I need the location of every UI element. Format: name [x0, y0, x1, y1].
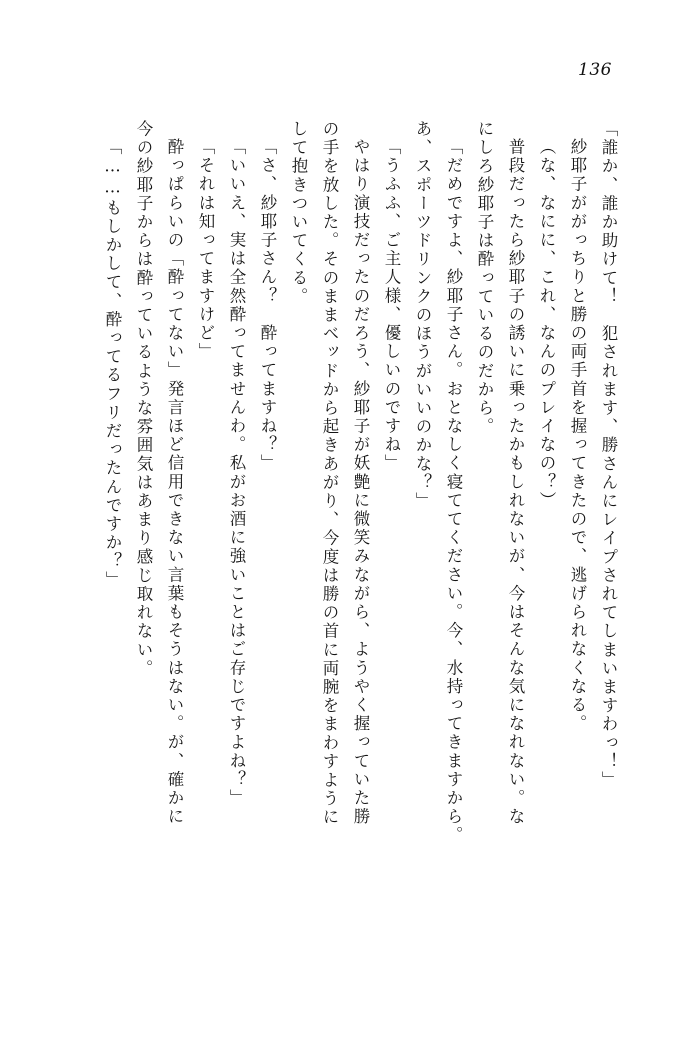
- vertical-text-body: [72, 120, 616, 990]
- text-line: やはり演技だったのだろう、紗耶子が妖艶に微笑みながら、ようやく握っていた勝: [351, 138, 370, 827]
- text-line: して抱きついてくる。: [289, 120, 308, 306]
- text-line: 「……もしかして、酔ってるフリだったんですか？」: [103, 138, 122, 590]
- text-line: の手を放した。そのままベッドから起きあがり、今度は勝の首に両腕をまわすように: [320, 120, 339, 827]
- text-line: 今の紗耶子からは酔っているような雰囲気はあまり感じ取れない。: [134, 120, 153, 678]
- text-line: 普段だったら紗耶子の誘いに乗ったかもしれないが、今はそんな気になれない。な: [506, 138, 525, 827]
- text-line: 「いいえ、実は全然酔ってませんわ。私がお酒に強いことはご存じですよね？」: [227, 138, 246, 808]
- text-line: 「誰か、誰か助けて！ 犯されます、勝さんにレイプされてしまいますわっ！」: [599, 120, 618, 790]
- text-line: （な、なにに、これ、なんのプレイなの？）: [537, 138, 556, 510]
- page-number: 136: [578, 60, 612, 80]
- text-line: 紗耶子ががっちりと勝の両手首を握ってきたので、逃げられなくなる。: [568, 138, 587, 734]
- text-line: 「それは知ってますけど」: [196, 138, 215, 362]
- text-line: にしろ紗耶子は酔っているのだから。: [475, 120, 494, 437]
- text-line: 「うふふ、ご主人様、優しいのですね」: [382, 138, 401, 473]
- text-line: 「だめですよ、紗耶子さん。おとなしく寝ててください。今、水持ってきますから。: [444, 138, 463, 845]
- text-line: あ、スポーツドリンクのほうがいいのかな？」: [413, 120, 432, 511]
- text-line: 「さ、紗耶子さん？ 酔ってますね？」: [258, 138, 277, 473]
- text-line: 酔っぱらいの「酔ってない」発言ほど信用できない言葉もそうはない。が、確かに: [165, 138, 184, 827]
